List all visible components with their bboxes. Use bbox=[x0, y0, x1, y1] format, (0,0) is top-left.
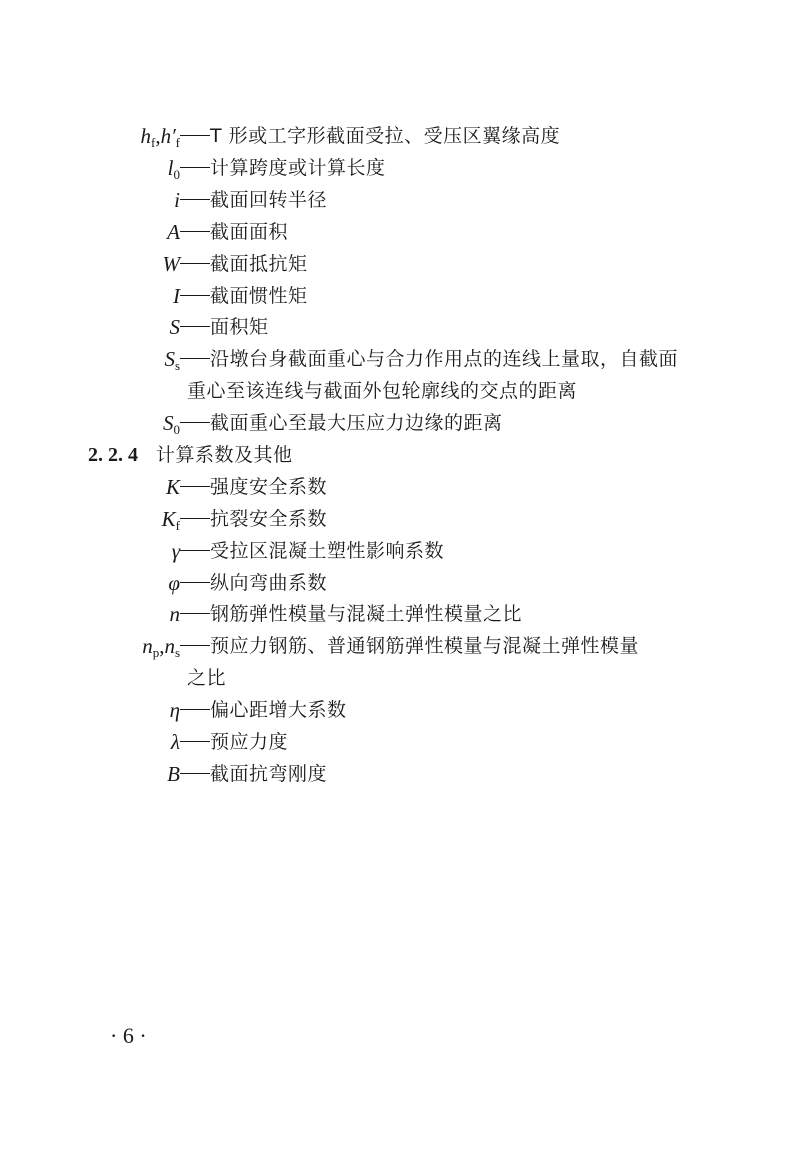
symbol-base: h′ bbox=[160, 124, 176, 148]
page-number: · 6 · bbox=[110, 1023, 147, 1048]
definition-continuation: 重心至该连线与截面外包轮廓线的交点的距离 bbox=[187, 380, 578, 402]
symbol-base: B bbox=[167, 762, 180, 786]
definition-text: 受拉区混凝土塑性影响系数 bbox=[210, 540, 445, 562]
definition-text: 抗裂安全系数 bbox=[210, 508, 328, 530]
definition-row bbox=[0, 630, 800, 662]
symbol bbox=[172, 535, 180, 567]
symbol bbox=[170, 694, 180, 726]
symbol bbox=[167, 216, 180, 248]
symbol-subscript: p bbox=[152, 645, 160, 660]
definition-row bbox=[0, 598, 800, 630]
symbol-base: n bbox=[164, 634, 175, 658]
symbol-base: γ bbox=[171, 539, 180, 563]
symbol-subscript: s bbox=[174, 358, 180, 373]
symbol bbox=[173, 280, 180, 312]
em-dash bbox=[180, 326, 210, 327]
symbol-base: A bbox=[167, 220, 180, 244]
symbol bbox=[163, 248, 181, 280]
symbol-subscript: 0 bbox=[173, 422, 180, 437]
definition-row bbox=[0, 535, 800, 567]
symbol-subscript: f bbox=[175, 135, 180, 150]
definition-text: 预应力钢筋、普通钢筋弹性模量与混凝土弹性模量 bbox=[210, 635, 640, 657]
symbol-base: λ bbox=[170, 730, 180, 754]
definition-text: 截面抗弯刚度 bbox=[210, 763, 328, 785]
symbol-base: l bbox=[167, 156, 174, 180]
definition-text: 截面面积 bbox=[210, 221, 289, 243]
em-dash bbox=[180, 741, 210, 742]
definition-continuation-row bbox=[0, 662, 800, 694]
em-dash bbox=[180, 135, 210, 136]
definition-text: 截面重心至最大压应力边缘的距离 bbox=[210, 412, 503, 434]
em-dash bbox=[180, 645, 210, 646]
em-dash bbox=[180, 486, 210, 487]
definition-text: 强度安全系数 bbox=[210, 476, 328, 498]
definition-continuation-row bbox=[0, 375, 800, 407]
definition-text: 计算跨度或计算长度 bbox=[210, 157, 386, 179]
definition-row bbox=[0, 726, 800, 758]
em-dash bbox=[180, 582, 210, 583]
symbol-subscript: s bbox=[174, 645, 180, 660]
symbol-base: h bbox=[140, 124, 151, 148]
em-dash bbox=[180, 358, 210, 359]
definition-row bbox=[0, 503, 800, 535]
definition-row bbox=[0, 407, 800, 439]
definition-row bbox=[0, 120, 800, 152]
symbol bbox=[174, 184, 180, 216]
definition-row bbox=[0, 758, 800, 790]
symbol-base: η bbox=[169, 698, 180, 722]
symbol-base: W bbox=[162, 252, 180, 276]
symbol-base: I bbox=[173, 284, 180, 308]
definition-text: 沿墩台身截面重心与合力作用点的连线上量取，自截面 bbox=[210, 348, 679, 370]
symbol-base: n bbox=[169, 602, 180, 626]
em-dash bbox=[180, 518, 210, 519]
definition-text: T 形或工字形截面受拉、受压区翼缘高度 bbox=[210, 125, 561, 147]
definition-row bbox=[0, 248, 800, 280]
definition-row bbox=[0, 216, 800, 248]
symbol-base: n bbox=[142, 634, 153, 658]
definition-row bbox=[0, 311, 800, 343]
em-dash bbox=[180, 550, 210, 551]
section-heading bbox=[88, 439, 293, 471]
definition-row bbox=[0, 343, 800, 375]
em-dash bbox=[180, 422, 210, 423]
symbol-separator: , bbox=[155, 124, 161, 148]
symbol-base: S bbox=[164, 347, 175, 371]
definition-text: 截面惯性矩 bbox=[210, 285, 308, 307]
symbol-subscript: f bbox=[175, 518, 180, 533]
symbol bbox=[167, 758, 180, 790]
symbol-base: K bbox=[161, 507, 176, 531]
symbol-subscript: 0 bbox=[173, 167, 180, 182]
symbol-base: S bbox=[163, 411, 174, 435]
section-number: 2. 2. 4 bbox=[88, 444, 138, 466]
definition-row bbox=[0, 567, 800, 599]
em-dash bbox=[180, 295, 210, 296]
symbol bbox=[170, 311, 181, 343]
symbol-subscript: f bbox=[150, 135, 156, 150]
definition-text: 纵向弯曲系数 bbox=[210, 572, 328, 594]
symbol bbox=[170, 598, 181, 630]
definition-text: 预应力度 bbox=[210, 731, 289, 753]
em-dash bbox=[180, 773, 210, 774]
symbol-base: K bbox=[165, 475, 180, 499]
section-title: 计算系数及其他 bbox=[156, 444, 293, 466]
definition-row bbox=[0, 471, 800, 503]
definition-text: 偏心距增大系数 bbox=[210, 699, 347, 721]
symbol-base: i bbox=[174, 188, 180, 212]
em-dash bbox=[180, 263, 210, 264]
definition-continuation: 之比 bbox=[187, 667, 227, 689]
symbol-base: φ bbox=[168, 571, 180, 595]
symbol bbox=[168, 567, 180, 599]
em-dash bbox=[180, 231, 210, 232]
em-dash bbox=[180, 709, 210, 710]
definition-row bbox=[0, 184, 800, 216]
symbol-base: S bbox=[169, 315, 180, 339]
symbol bbox=[171, 726, 180, 758]
definition-text: 面积矩 bbox=[210, 316, 269, 338]
em-dash bbox=[180, 613, 210, 614]
definition-text: 截面抵抗矩 bbox=[210, 253, 308, 275]
definition-row bbox=[0, 694, 800, 726]
definition-row bbox=[0, 280, 800, 312]
definition-row bbox=[0, 152, 800, 184]
definition-text: 钢筋弹性模量与混凝土弹性模量之比 bbox=[210, 603, 523, 625]
symbol bbox=[166, 471, 180, 503]
definition-text: 截面回转半径 bbox=[210, 189, 328, 211]
em-dash bbox=[180, 199, 210, 200]
em-dash bbox=[180, 167, 210, 168]
symbol-separator: , bbox=[159, 634, 165, 658]
